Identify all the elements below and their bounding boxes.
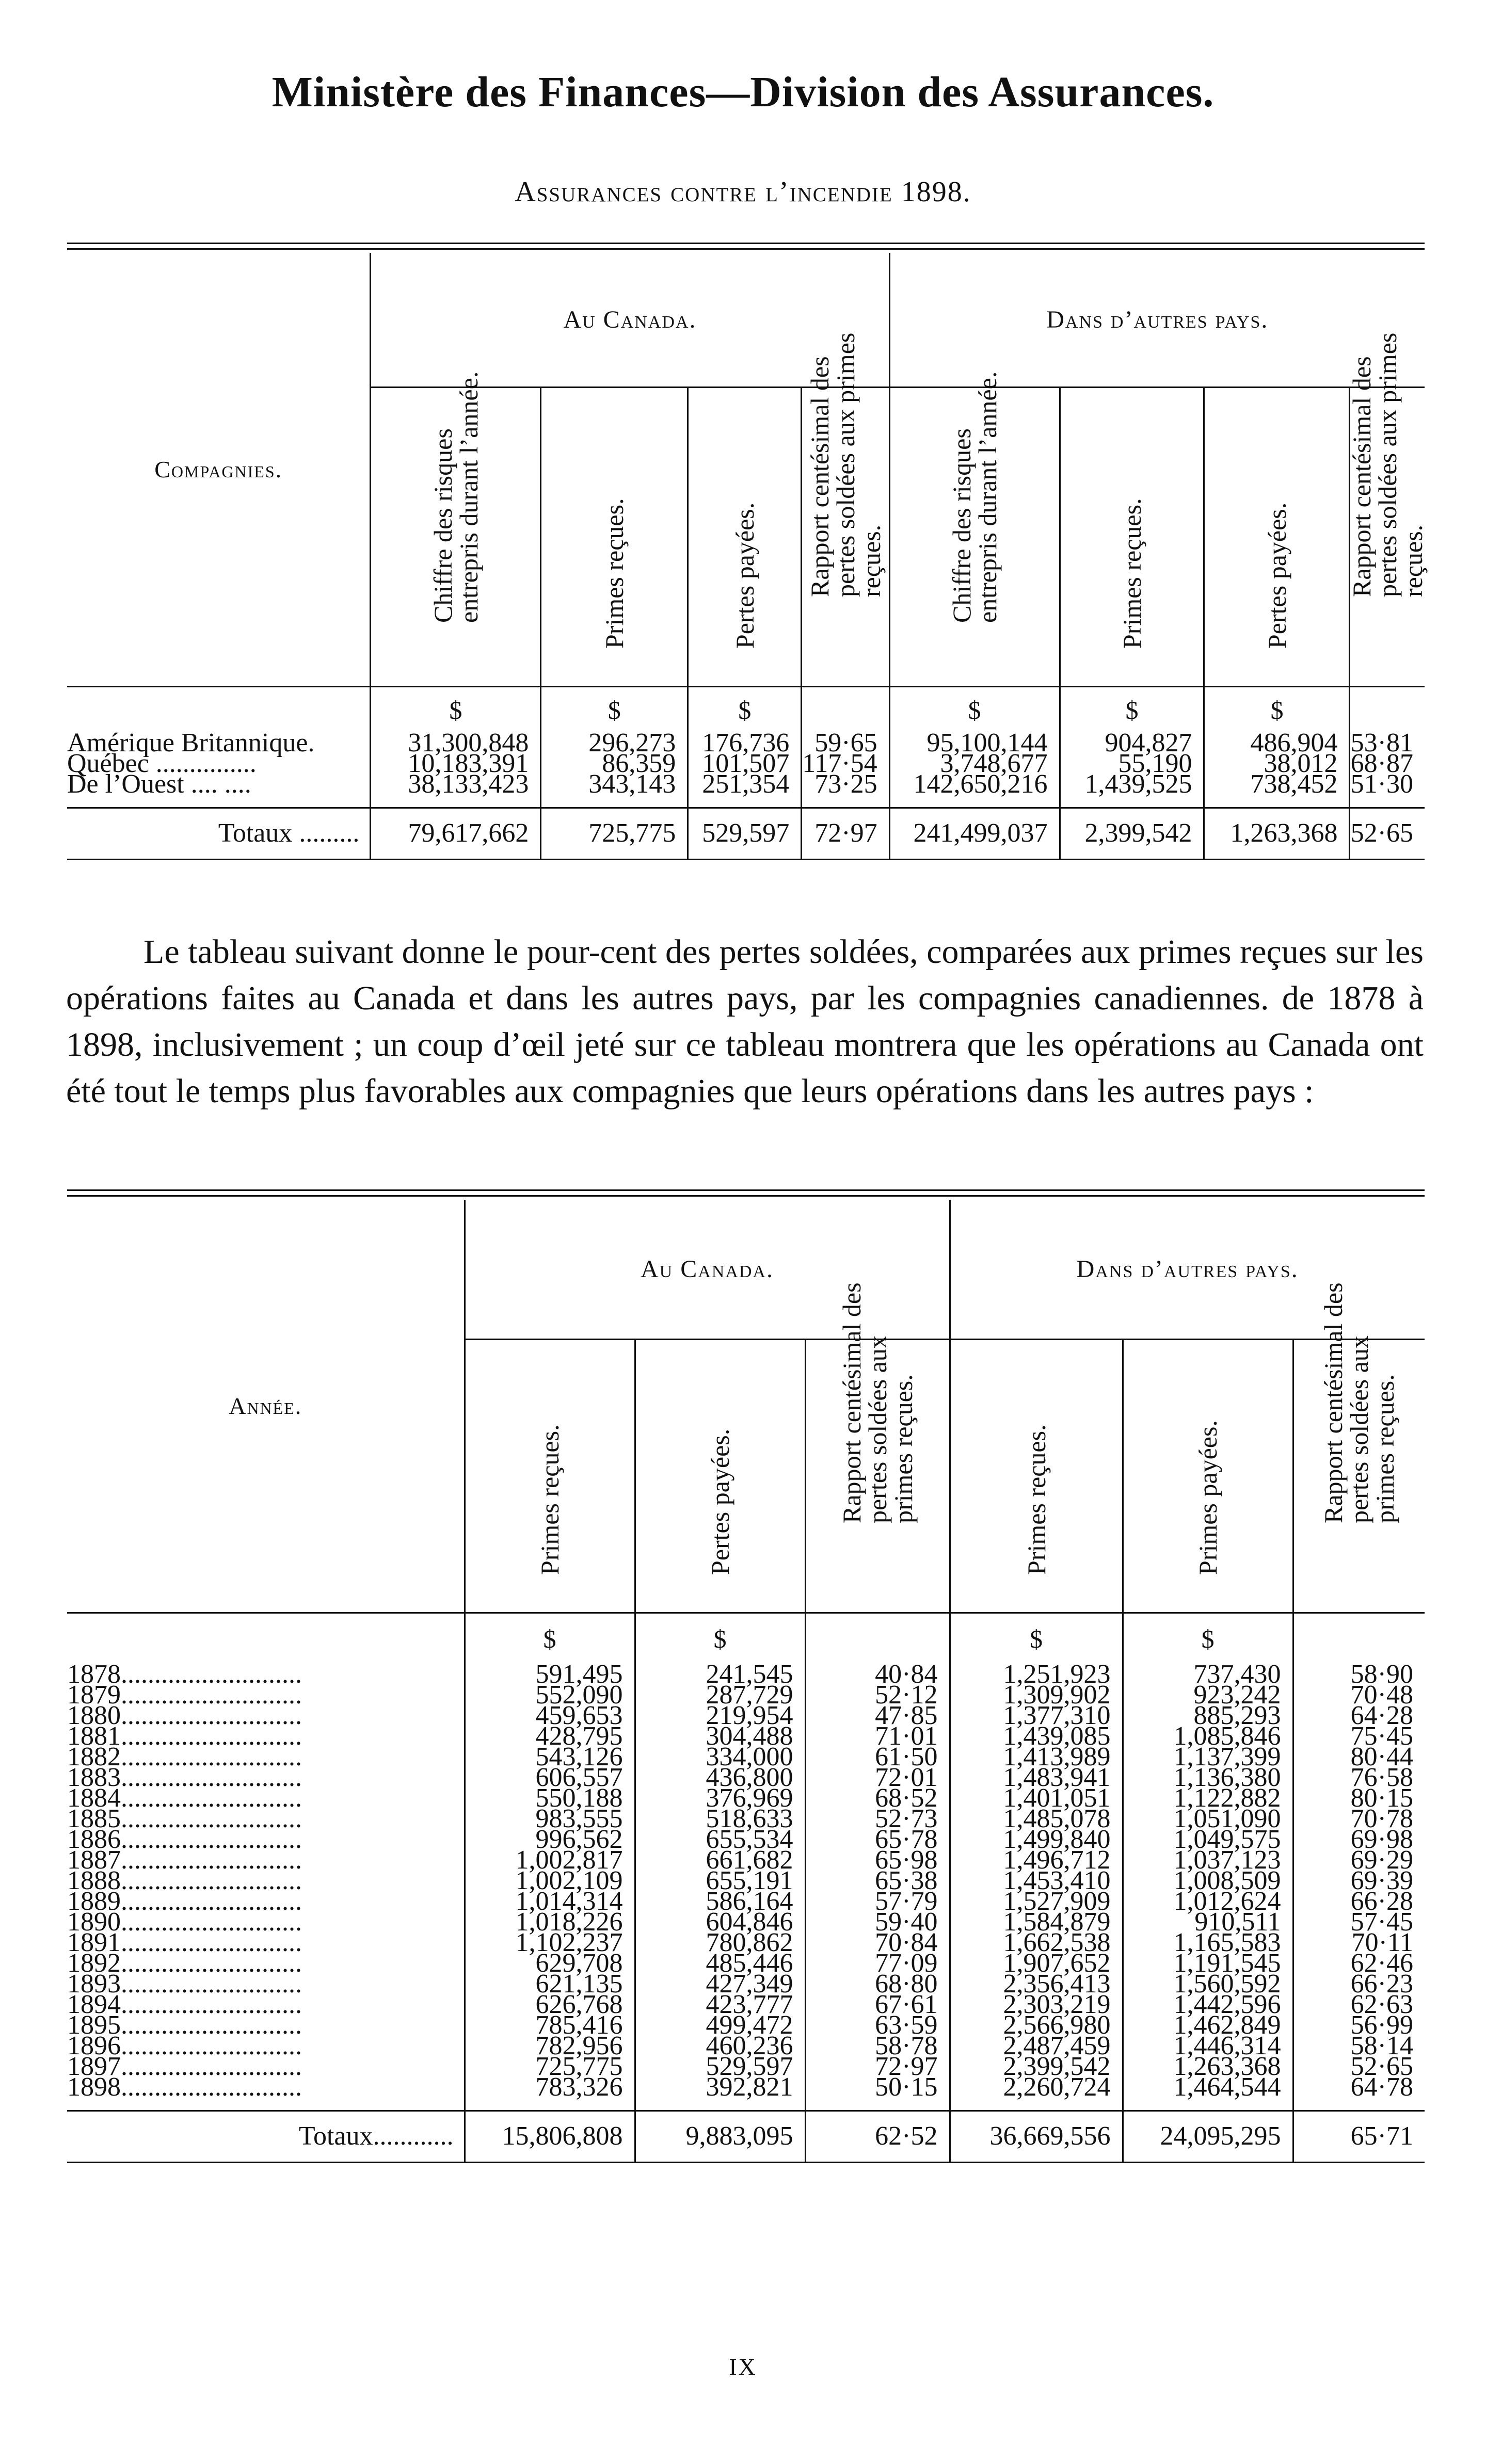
cell-value: 1,485,078 <box>950 1809 1123 1829</box>
explanatory-paragraph: Le tableau suivant donne le pour-cent des pertes soldées, comparées aux primes reçues sur les opérations faites au Canada et dans les autres pays, par les compagnies canadiennes. de 1878 à 1898, inclusivement ; un coup d’œil jeté sur ce tableau montrera que les opérations au Canada ont été tout le temps plus favorables aux compagnies que leurs opérations dans les autres pays : <box>66 933 1424 1110</box>
cell-value: 64·78 <box>1293 2077 1425 2098</box>
cell-value: 69·98 <box>1293 1829 1425 1850</box>
cell-value: 2,399,542 <box>950 2056 1123 2077</box>
page-number: IX <box>729 2354 757 2380</box>
cell-value: 251,354 <box>688 774 802 795</box>
table-row <box>67 774 1425 795</box>
cell-value: 783,326 <box>465 2077 635 2098</box>
row-label: 1880........................... <box>67 1701 302 1730</box>
units-spacer <box>67 1613 465 1664</box>
cell-value: 1,251,923 <box>950 1664 1123 1685</box>
cell-value: 996,562 <box>465 1829 635 1850</box>
cell-value: 499,472 <box>635 2015 805 2036</box>
column-header <box>688 387 802 686</box>
cell-value: 392,821 <box>635 2077 805 2098</box>
cell-value: 1,413,989 <box>950 1747 1123 1767</box>
cell-value: 586,164 <box>635 1891 805 1912</box>
cell-value: 629,708 <box>465 1953 635 1974</box>
cell-value: 552,090 <box>465 1685 635 1705</box>
unit-label: $ <box>1204 686 1350 733</box>
cell-value: 68·80 <box>805 1974 950 1994</box>
cell-value: 65·98 <box>805 1850 950 1871</box>
column-header-label: Pertes payées. <box>706 1428 734 1575</box>
cell-value: 56·99 <box>1293 2015 1425 2036</box>
cell-value: 782,956 <box>465 2036 635 2056</box>
cell-value: 66·23 <box>1293 1974 1425 1994</box>
totals-value: 241,499,037 <box>889 808 1060 859</box>
cell-value: 86,359 <box>541 753 688 774</box>
column-header-label: Chiffre des risques entrepris durant l’année. <box>428 371 483 623</box>
cell-value: 55,190 <box>1060 753 1204 774</box>
cell-value: 904,827 <box>1060 733 1204 753</box>
row-label: 1883........................... <box>67 1763 302 1792</box>
group-header-canada-2: Au Canada. <box>465 1200 950 1339</box>
cell-value: 1,499,840 <box>950 1829 1123 1850</box>
row-label: 1885........................... <box>67 1804 302 1833</box>
cell-value: 910,511 <box>1123 1912 1293 1932</box>
column-header <box>1293 1282 1425 1613</box>
column-header-label: Primes payées. <box>1193 1420 1222 1575</box>
totals-value: 529,597 <box>688 808 802 859</box>
cell-value: 40·84 <box>805 1664 950 1685</box>
cell-value: 1,442,596 <box>1123 1994 1293 2015</box>
cell-value: 725,775 <box>465 2056 635 2077</box>
cell-value: 423,777 <box>635 1994 805 2015</box>
cell-value: 1,439,085 <box>950 1726 1123 1747</box>
cell-value: 427,349 <box>635 1974 805 1994</box>
cell-value: 61·50 <box>805 1747 950 1767</box>
cell-value: 59·65 <box>802 733 889 753</box>
cell-value: 1,102,237 <box>465 1932 635 1953</box>
cell-value: 142,650,216 <box>889 774 1060 795</box>
totals-value: 15,806,808 <box>465 2111 635 2162</box>
column-header-label: Chiffre des risques entrepris durant l’année. <box>947 371 1002 623</box>
cell-value: 626,768 <box>465 1994 635 2015</box>
cell-value: 38,012 <box>1204 753 1350 774</box>
row-label: 1881........................... <box>67 1721 302 1751</box>
row-label: 1889........................... <box>67 1887 302 1916</box>
cell-value: 47·85 <box>805 1705 950 1726</box>
cell-value: 65·38 <box>805 1871 950 1891</box>
column-header-label: Rapport centésimal des pertes soldées aux primes reçues. <box>1347 332 1428 597</box>
cell-value: 62·46 <box>1293 1953 1425 1974</box>
cell-value: 1,462,849 <box>1123 2015 1293 2036</box>
row-label: 1891........................... <box>67 1928 302 1957</box>
unit-label <box>805 1613 950 1664</box>
cell-value: 2,303,219 <box>950 1994 1123 2015</box>
row-label: De l’Ouest .... .... <box>67 769 251 799</box>
cell-value: 529,597 <box>635 2056 805 2077</box>
column-header-label: Pertes payées. <box>1262 502 1291 649</box>
column-header <box>802 332 889 686</box>
cell-value: 59·40 <box>805 1912 950 1932</box>
totals-value: 52·65 <box>1350 808 1425 859</box>
cell-value: 785,416 <box>465 2015 635 2036</box>
cell-value: 655,191 <box>635 1871 805 1891</box>
cell-value: 52·12 <box>805 1685 950 1705</box>
cell-value: 591,495 <box>465 1664 635 1685</box>
cell-value: 1,584,879 <box>950 1912 1123 1932</box>
cell-value: 1,191,545 <box>1123 1953 1293 1974</box>
row-label: 1893........................... <box>67 1969 302 1999</box>
cell-value: 50·15 <box>805 2077 950 2098</box>
cell-value: 1,002,817 <box>465 1850 635 1871</box>
cell-value: 2,356,413 <box>950 1974 1123 1994</box>
column-header <box>805 1282 950 1613</box>
row-label: 1878........................... <box>67 1660 302 1689</box>
group-header-canada: Au Canada. <box>371 253 889 387</box>
column-header <box>635 1339 805 1613</box>
cell-value: 80·44 <box>1293 1747 1425 1767</box>
column-header-label: Primes reçues. <box>535 1424 564 1575</box>
row-label: 1884........................... <box>67 1783 302 1813</box>
column-header <box>371 371 541 686</box>
cell-value: 65·78 <box>805 1829 950 1850</box>
top-rule-1 <box>67 243 1425 250</box>
cell-value: 2,566,980 <box>950 2015 1123 2036</box>
cell-value: 1,453,410 <box>950 1871 1123 1891</box>
cell-value: 52·73 <box>805 1809 950 1829</box>
column-header <box>1123 1339 1293 1613</box>
column-header <box>950 1339 1123 1613</box>
totals-value: 9,883,095 <box>635 2111 805 2162</box>
totals-value: 72·97 <box>802 808 889 859</box>
unit-label: $ <box>541 686 688 733</box>
cell-value: 1,051,090 <box>1123 1809 1293 1829</box>
cell-value: 1,049,575 <box>1123 1829 1293 1850</box>
totals-value: 36,669,556 <box>950 2111 1123 2162</box>
column-header-label: Primes reçues. <box>1021 1424 1051 1575</box>
top-rule-2 <box>67 1189 1425 1197</box>
row-header-compagnies: Compagnies. <box>154 456 283 482</box>
cell-value: 38,133,423 <box>371 774 541 795</box>
cell-value: 62·63 <box>1293 1994 1425 2015</box>
row-label: 1882........................... <box>67 1742 302 1771</box>
unit-label: $ <box>465 1613 635 1664</box>
totals-value: 62·52 <box>805 2111 950 2162</box>
column-header-label: Primes reçues. <box>600 497 629 649</box>
totals-label: Totaux............ <box>298 2121 454 2151</box>
page-title: Ministère des Finances—Division des Assurances. <box>271 68 1215 116</box>
totals-value: 65·71 <box>1293 2111 1425 2162</box>
column-header <box>541 387 688 686</box>
cell-value: 95,100,144 <box>889 733 1060 753</box>
cell-value: 1,464,544 <box>1123 2077 1293 2098</box>
cell-value: 68·52 <box>805 1788 950 1809</box>
cell-value: 737,430 <box>1123 1664 1293 1685</box>
cell-value: 76·58 <box>1293 1767 1425 1788</box>
cell-value: 52·65 <box>1293 2056 1425 2077</box>
cell-value: 1,085,846 <box>1123 1726 1293 1747</box>
cell-value: 376,969 <box>635 1788 805 1809</box>
cell-value: 304,488 <box>635 1726 805 1747</box>
cell-value: 58·14 <box>1293 2036 1425 2056</box>
cell-value: 1,263,368 <box>1123 2056 1293 2077</box>
table-yearly-ratios <box>67 1200 1425 2163</box>
cell-value: 459,653 <box>465 1705 635 1726</box>
row-label: 1898........................... <box>67 2072 302 2102</box>
cell-value: 73·25 <box>802 774 889 795</box>
row-label: 1887........................... <box>67 1845 302 1875</box>
cell-value: 604,846 <box>635 1912 805 1932</box>
cell-value: 57·45 <box>1293 1912 1425 1932</box>
unit-label: $ <box>371 686 541 733</box>
cell-value: 1,662,538 <box>950 1932 1123 1953</box>
cell-value: 70·48 <box>1293 1685 1425 1705</box>
cell-value: 1,483,941 <box>950 1767 1123 1788</box>
cell-value: 241,545 <box>635 1664 805 1685</box>
cell-value: 1,002,109 <box>465 1871 635 1891</box>
totals-value: 2,399,542 <box>1060 808 1204 859</box>
cell-value: 64·28 <box>1293 1705 1425 1726</box>
cell-value: 2,487,459 <box>950 2036 1123 2056</box>
cell-value: 72·01 <box>805 1767 950 1788</box>
cell-value: 1,136,380 <box>1123 1767 1293 1788</box>
totals-value: 79,617,662 <box>371 808 541 859</box>
row-label: 1894........................... <box>67 1990 302 2019</box>
column-header-label: Rapport centésimal des pertes soldées aux primes reçues. <box>837 1282 918 1523</box>
cell-value: 923,242 <box>1123 1685 1293 1705</box>
cell-value: 1,008,509 <box>1123 1871 1293 1891</box>
units-spacer <box>67 686 371 733</box>
cell-value: 486,904 <box>1204 733 1350 753</box>
cell-value: 10,183,391 <box>371 753 541 774</box>
cell-value: 66·28 <box>1293 1891 1425 1912</box>
cell-value: 343,143 <box>541 774 688 795</box>
cell-value: 51·30 <box>1350 774 1425 795</box>
cell-value: 436,800 <box>635 1767 805 1788</box>
cell-value: 71·01 <box>805 1726 950 1747</box>
row-label: 1890........................... <box>67 1907 302 1937</box>
totals-value: 1,263,368 <box>1204 808 1350 859</box>
totals-label: Totaux ......... <box>218 818 360 848</box>
cell-value: 550,188 <box>465 1788 635 1809</box>
row-label: 1888........................... <box>67 1866 302 1895</box>
cell-value: 1,137,399 <box>1123 1747 1293 1767</box>
cell-value: 176,736 <box>688 733 802 753</box>
cell-value: 67·61 <box>805 1994 950 2015</box>
row-label: 1895........................... <box>67 2010 302 2040</box>
unit-label <box>802 686 889 733</box>
table-fire-insurance-companies <box>67 253 1428 860</box>
cell-value: 1,560,592 <box>1123 1974 1293 1994</box>
cell-value: 2,260,724 <box>950 2077 1123 2098</box>
cell-value: 606,557 <box>465 1767 635 1788</box>
group-header-autres: Dans d’autres pays. <box>889 253 1425 387</box>
unit-label <box>1350 686 1425 733</box>
column-header-label: Pertes payées. <box>730 502 759 649</box>
cell-value: 77·09 <box>805 1953 950 1974</box>
cell-value: 75·45 <box>1293 1726 1425 1747</box>
cell-value: 1,165,583 <box>1123 1932 1293 1953</box>
cell-value: 1,439,525 <box>1060 774 1204 795</box>
column-header <box>465 1339 635 1613</box>
group-header-autres-2: Dans d’autres pays. <box>950 1200 1425 1339</box>
cell-value: 1,446,314 <box>1123 2036 1293 2056</box>
cell-value: 983,555 <box>465 1809 635 1829</box>
unit-label: $ <box>950 1613 1123 1664</box>
cell-value: 485,446 <box>635 1953 805 1974</box>
cell-value: 1,037,123 <box>1123 1850 1293 1871</box>
unit-label: $ <box>688 686 802 733</box>
row-header-annee: Année. <box>229 1392 302 1419</box>
unit-label: $ <box>635 1613 805 1664</box>
cell-value: 1,122,882 <box>1123 1788 1293 1809</box>
unit-label: $ <box>889 686 1060 733</box>
cell-value: 3,748,677 <box>889 753 1060 774</box>
cell-value: 1,014,314 <box>465 1891 635 1912</box>
row-label: 1892........................... <box>67 1948 302 1978</box>
cell-value: 334,000 <box>635 1747 805 1767</box>
cell-value: 68·87 <box>1350 753 1425 774</box>
row-label: 1879........................... <box>67 1680 302 1710</box>
cell-value: 661,682 <box>635 1850 805 1871</box>
totals-value: 725,775 <box>541 808 688 859</box>
cell-value: 1,012,624 <box>1123 1891 1293 1912</box>
row-label: Québec ............... <box>67 749 257 778</box>
cell-value: 69·29 <box>1293 1850 1425 1871</box>
cell-value: 58·78 <box>805 2036 950 2056</box>
cell-value: 1,907,652 <box>950 1953 1123 1974</box>
totals-value: 24,095,295 <box>1123 2111 1293 2162</box>
table-row <box>67 2077 1425 2098</box>
column-header-label: Rapport centésimal des pertes soldées aux primes reçues. <box>805 332 886 597</box>
cell-value: 621,135 <box>465 1974 635 1994</box>
cell-value: 63·59 <box>805 2015 950 2036</box>
cell-value: 31,300,848 <box>371 733 541 753</box>
cell-value: 101,507 <box>688 753 802 774</box>
cell-value: 80·15 <box>1293 1788 1425 1809</box>
unit-label <box>1293 1613 1425 1664</box>
cell-value: 69·39 <box>1293 1871 1425 1891</box>
row-label: 1897........................... <box>67 2052 302 2081</box>
cell-value: 219,954 <box>635 1705 805 1726</box>
column-header-label: Primes reçues. <box>1117 497 1146 649</box>
unit-label: $ <box>1123 1613 1293 1664</box>
cell-value: 1,377,310 <box>950 1705 1123 1726</box>
cell-value: 70·78 <box>1293 1809 1425 1829</box>
cell-value: 738,452 <box>1204 774 1350 795</box>
cell-value: 57·79 <box>805 1891 950 1912</box>
cell-value: 885,293 <box>1123 1705 1293 1726</box>
column-header <box>1060 387 1204 686</box>
cell-value: 1,309,902 <box>950 1685 1123 1705</box>
page-subtitle: Assurances contre l’incendie 1898. <box>515 176 971 208</box>
column-header <box>889 371 1060 686</box>
column-header-label: Rapport centésimal des pertes soldées aux primes reçues. <box>1319 1282 1400 1523</box>
row-label: 1886........................... <box>67 1825 302 1854</box>
cell-value: 655,534 <box>635 1829 805 1850</box>
cell-value: 780,862 <box>635 1932 805 1953</box>
row-label: 1896........................... <box>67 2031 302 2060</box>
cell-value: 72·97 <box>805 2056 950 2077</box>
cell-value: 117·54 <box>802 753 889 774</box>
column-header <box>1347 332 1428 686</box>
cell-value: 460,236 <box>635 2036 805 2056</box>
column-header <box>1204 387 1350 686</box>
cell-value: 1,527,909 <box>950 1891 1123 1912</box>
cell-value: 1,496,712 <box>950 1850 1123 1871</box>
cell-value: 53·81 <box>1350 733 1425 753</box>
cell-value: 428,795 <box>465 1726 635 1747</box>
cell-value: 70·84 <box>805 1932 950 1953</box>
cell-value: 518,633 <box>635 1809 805 1829</box>
cell-value: 70·11 <box>1293 1932 1425 1953</box>
unit-label: $ <box>1060 686 1204 733</box>
cell-value: 1,401,051 <box>950 1788 1123 1809</box>
cell-value: 296,273 <box>541 733 688 753</box>
cell-value: 287,729 <box>635 1685 805 1705</box>
cell-value: 1,018,226 <box>465 1912 635 1932</box>
row-label: Amérique Britannique. <box>67 728 315 758</box>
cell-value: 543,126 <box>465 1747 635 1767</box>
cell-value: 58·90 <box>1293 1664 1425 1685</box>
